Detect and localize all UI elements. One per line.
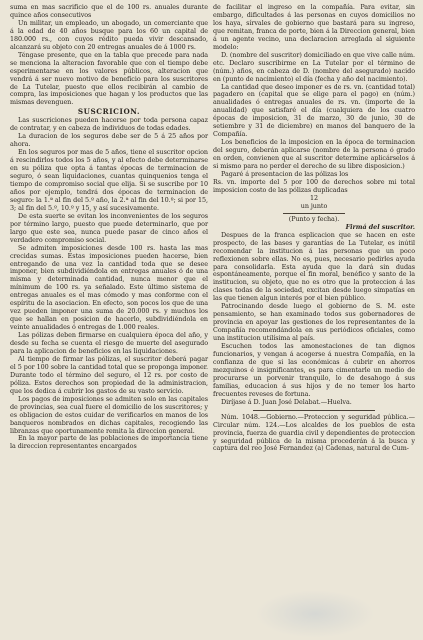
- paragraph: Patrocinando desde luego el gobierno de S. M. este pensamiento, se han examinado todos sus gobernadores de provincia en apoyar las gestiones de los representantes de la Compañía recomendándola en sus periódicos oficiales, como una institucion utilísima al país.: [213, 302, 415, 343]
- paragraph: Pagaré á presentacion de las pólizas los: [221, 170, 349, 179]
- left-column: [10, 4, 208, 451]
- paragraph: Núm. 1048.—Gobierno.—Proteccion y seguridad pública.—Circular núm. 124.—Los alcaldes de los pueblos de esta provincia, fuerza de guardia civil y dependientes de proteccion y seguridad pública de la misma procederán á la busca y captura del reo José Fernandez (a) Cadenas, natural de Cum-: [213, 412, 415, 453]
- paragraph: suma en mas sacrificio que el de 100 rs. anuales durante quince años consecutivos: [10, 3, 208, 19]
- ink-stain: [255, 590, 375, 638]
- paragraph: En los seguros por mas de 5 años, tiene el suscritor opcion á rescindirlos todos los 5 años, y al efecto debe determinarse en su póliza que opta á tantas épocas de terminacion de seguro, ó sean liquidaciones, cuantas quinquenios tenga el tiempo de compromiso social que elija. Si se suscribe por 10 años por ejemplo, tendrá dos épocas de terminacion de seguro: la 1.ª al fin del 5.º año, la 2.ª al fin del 10.º; si por 15, 3; al fin del 5.º, 10.º y 15, y así sucesivamente.: [10, 148, 208, 212]
- signature-line: Firmá del suscritor.: [345, 222, 415, 231]
- paragraph: Despues de la franca esplicacion que se hacen en este prospecto, de las bases y garantías de La Tutelar, es inútil recomendar la institucion á las personas que un poco reflexionen sobre ellas. No es, pues, necesario pedirles ayuda para consolidarla. Esta ayuda que la dará sin dudas espontáneamente, porque el fin moral, benéfico y santo de la institucion, su objeto, que no es otro que la proteccion á las clases todas de la sociedad, excitan desde luego simpatías en las que tienen algun interés por el bien público.: [213, 230, 415, 303]
- paragraph: Se admiten imposiciones desde 100 rs. hasta las mas crecidas sumas. Estas imposiciones pueden hacerse, bien entregando de una vez la cantidad toda que se desee imponer, bien subdividiéndola en entregas anuales ó de una misma y determinada cantidad, nunca menor que el mínimum de 100 rs. ya señalado. Este último sistema de entregas anuales es el mas cómodo y mas conforme con el espíritu de la asociacion. En efecto, son pocos los que de una vez pueden imponer una suma de 20.000 rs. y muchos los que se hallan en posicion de hacerlo, subdividiéndola en veinte anualidades ó entregas de 1.000 reales.: [10, 243, 208, 332]
- declaration-model: D. (nombre del suscritor) domiciliado en que vive calle núm. etc. Declaro suscribirme en La Tutelar por el término de (núm.) años, en cabeza de D. (nombre del asegurado) nacido en (punto de nacimiento) el día (fecha y año del nacimiento).: [213, 50, 415, 83]
- paragraph: Las pólizas deben firmarse en cualquiera época del año, y desde su fecha se cuenta el riesgo de muerte del asegurado para la aplicacion de beneficios en las liquidaciones.: [10, 331, 208, 355]
- formula-total: un junto: [300, 201, 328, 210]
- paragraph: Los beneficios de la imposicion en la época de terminacion del seguro, deberán aplicarse (nombre de la persona ó grado en orden, convienen que al suscritor determine aplicárselos á si mismo para no perder el derecho de su libre disposicion.): [213, 138, 415, 171]
- divider: [283, 213, 345, 214]
- paragraph: Los pagos de imposiciones se admiten solo en las capitales de provincias, sea cual fuere el domicilio de los suscritores; y es obligacion de estos cuidar de verificarlos en manos de los banqueros nombrados en dichas capitales, recogiendo las libranzas que oportunamente remita la direccion general.: [10, 394, 208, 435]
- payment-formula: Rs. vn. importe del 5 por 100 de derechos sobre mi total imposicion costo de las pólizas duplicadas: [213, 177, 415, 194]
- paragraph: De esta suerte se evitan los inconvenientes de los seguros por término largo, puesto que puede determinarlo, que por largo que este sea, nunca puede pasar de cinco años el verdadero compromiso social.: [10, 211, 208, 244]
- paragraph: Escuchen todos las amonestaciones de tan dignos funcionarios, y vengan á acogerse á nuestra Compañía, en la confianza de que si las económicas á cubrir en ahorros mezquinos é insignificantes, es para cimentarle un medio de procurarse un porvenir tranquilo, lo de desahogo á sus familias, educacion á sus hijos y de no temer los harto frecuentes reveses de fortuna.: [213, 342, 415, 398]
- paragraph: La cantidad que deseo imponer es de rs. vn. (cantidad total) pagadero en (capital que se elige para el pago) en (núm.) anualidades ó entregas anuales de rs. vn. (importe de la anualidad) que satisfaré el día (cualquiera de los cuatro épocas de imposicion, 31 de marzo, 30 de junio, 30 de setiembre y 31 de diciembre) en manos del banquero de la Compañía.: [213, 82, 415, 139]
- right-column: [213, 4, 415, 453]
- section-heading: SUSCRICION.: [77, 107, 141, 117]
- paragraph: de facilitar el ingreso en la compañía. Para evitar, sin embargo, dificultades á las personas en cuyos domicilios no los haya, sírvales de gobierno que bastará para su ingreso, que remitan, franca de porte, bien á la Direccion general, bien á un agente vecino, una declaracion arreglada al siguiente modelo:: [213, 3, 415, 51]
- place-date: (Punto y fecha).: [288, 214, 340, 223]
- paragraph: En la mayor parte de las poblaciones de importancia tiene la direccion representantes encargados: [10, 434, 208, 451]
- paragraph: Téngase presente, que en la tabla que precede para nada se menciona la alteracion favorable que con el tiempo debe esperimentarse en los valores públicos, alteracion que vendrá á ser nuevo motivo de beneficio para los suscritores de La Tutelar, puesto que ellos recibirán al cambio de compra, las imposiciones que hagan y los productos que las mismas devenguen.: [10, 50, 208, 107]
- formula-number: 12: [309, 193, 319, 202]
- paragraph: Las suscriciones pueden hacerse por toda persona capaz de contratar, y en cabeza de individuos de todas edades.: [10, 116, 208, 133]
- paragraph: La duracion de los seguros debe ser de 5 á 25 años por ahora.: [10, 132, 208, 149]
- divider: [253, 410, 375, 411]
- paragraph: Al tiempo de firmar las pólizas, el suscritor deberá pagar el 5 por 100 sobre la cantidad total que se proponga imponer. Durante todo el término del seguro, el 12 rs. por costo de póliza. Estos derechos son propiedad de la administracion, que los dedica á cubrir los gastos de su vasto servicio.: [10, 354, 208, 395]
- contact-line: Diríjase á D. Juan José Delabat.—Huelva.: [221, 397, 352, 406]
- paragraph: Un militar, un empleado, un abogado, un comerciante que á la edad de 40 años busque para los 60 un capital de 180.000 rs., con cuyos rédito pueda vivir descansado, alcanzará su objeto con 20 entregas anuales de á 1000 rs.: [10, 18, 208, 51]
